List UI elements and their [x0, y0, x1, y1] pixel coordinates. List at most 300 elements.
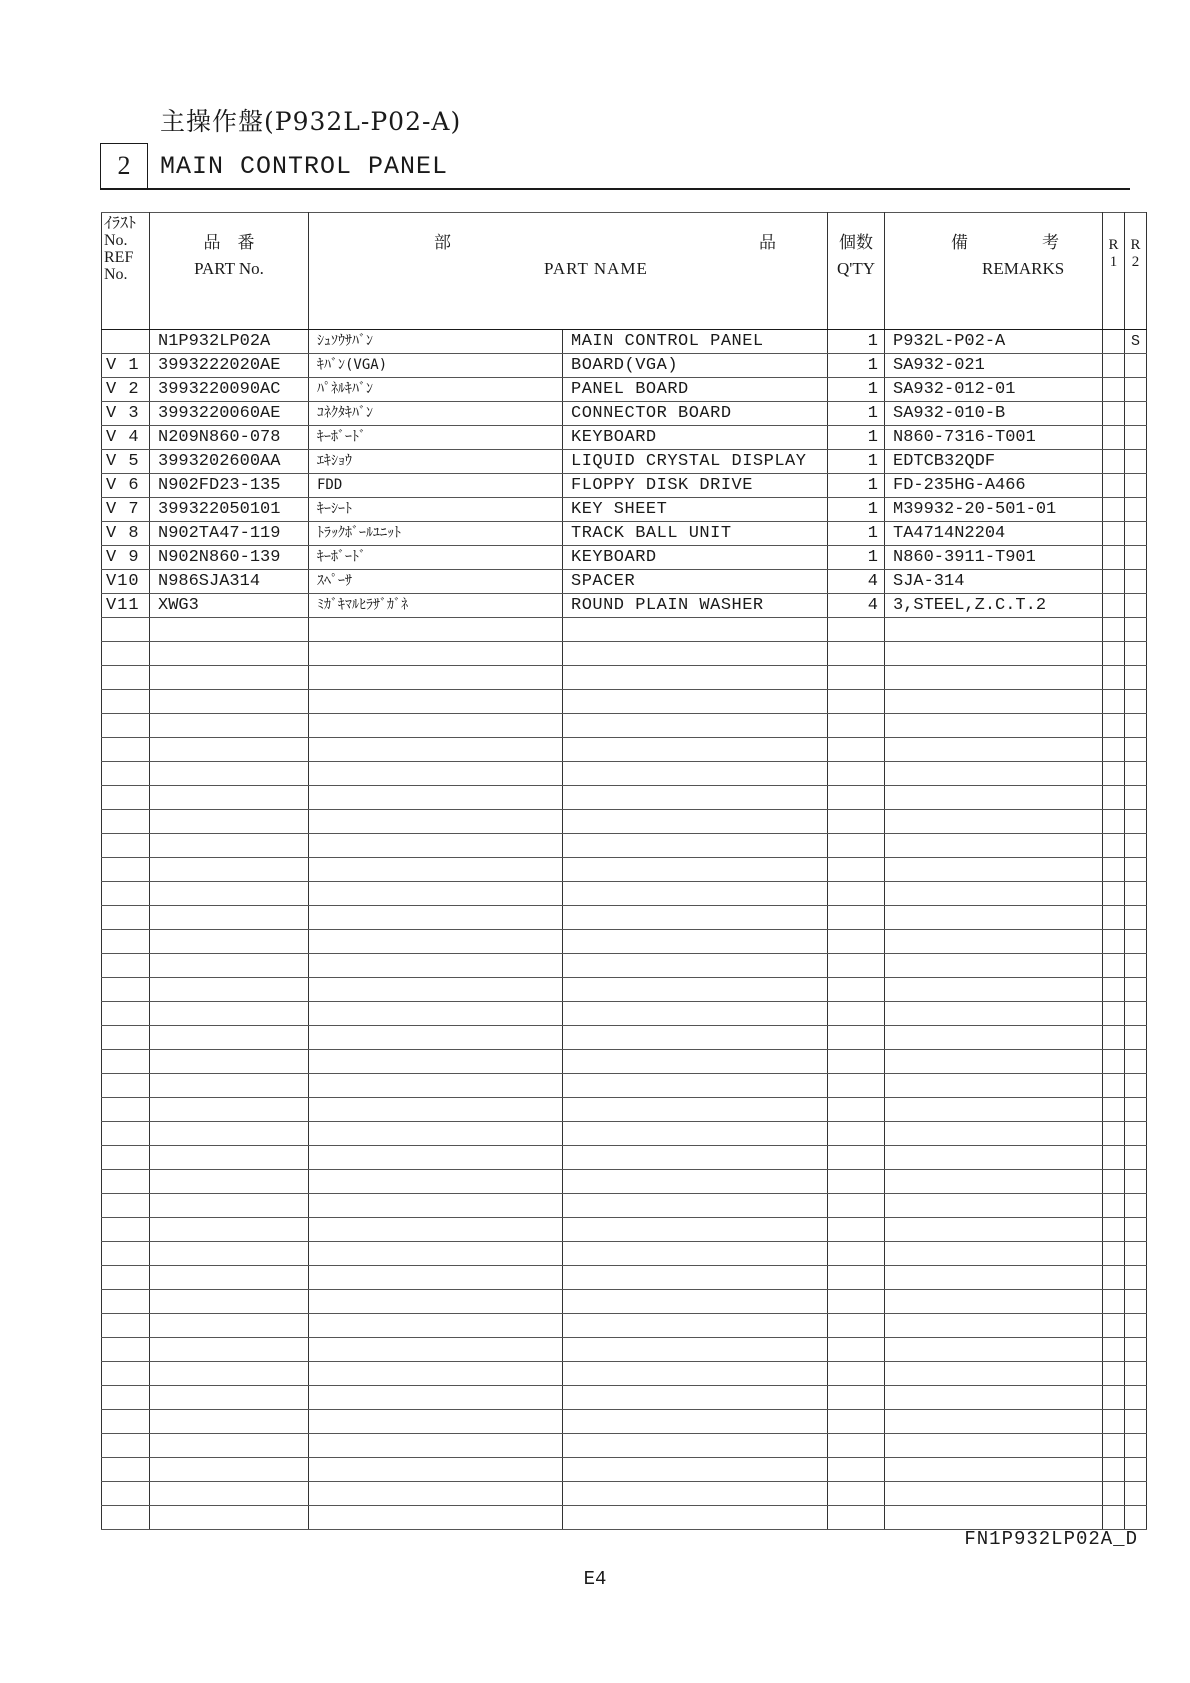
cell-qty-empty — [828, 1170, 885, 1194]
cell-ref-empty — [102, 930, 150, 954]
cell-r2-empty — [1125, 1506, 1147, 1530]
table-row — [102, 378, 1147, 402]
blank-table-row — [102, 1506, 1147, 1530]
cell-part-name-en-empty — [563, 1074, 828, 1098]
cell-r2-empty — [1125, 738, 1147, 762]
blank-table-row — [102, 1170, 1147, 1194]
cell-ref-empty — [102, 1266, 150, 1290]
cell-qty: 1 — [828, 546, 885, 570]
cell-ref-empty — [102, 1314, 150, 1338]
cell-r2-empty — [1125, 1170, 1147, 1194]
cell-part-name-en-empty — [563, 1098, 828, 1122]
cell-part-name-jp-empty — [309, 1362, 563, 1386]
cell-remarks-empty — [885, 1458, 1103, 1482]
cell-remarks-empty — [885, 1122, 1103, 1146]
cell-ref: V 1 — [102, 354, 150, 378]
cell-qty-empty — [828, 1338, 885, 1362]
cell-part-no: N209N860-078 — [150, 426, 309, 450]
cell-part-name-jp-empty — [309, 810, 563, 834]
cell-part-name-en-empty — [563, 1218, 828, 1242]
cell-r2 — [1125, 498, 1147, 522]
cell-part-name-jp: FDD — [309, 474, 563, 498]
cell-r1-empty — [1103, 1506, 1125, 1530]
blank-table-row — [102, 738, 1147, 762]
header-r1 — [1103, 213, 1125, 330]
cell-qty-empty — [828, 834, 885, 858]
cell-r2: S — [1125, 330, 1147, 354]
cell-part-name-jp-empty — [309, 1074, 563, 1098]
cell-r1 — [1103, 450, 1125, 474]
cell-ref-empty — [102, 666, 150, 690]
cell-r1-empty — [1103, 1026, 1125, 1050]
cell-r2-empty — [1125, 1074, 1147, 1098]
cell-ref-empty — [102, 738, 150, 762]
cell-r2-empty — [1125, 1362, 1147, 1386]
cell-part-name-en: FLOPPY DISK DRIVE — [563, 474, 828, 498]
cell-part-name-jp: ｽﾍﾟｰｻ — [309, 570, 563, 594]
cell-remarks-empty — [885, 1194, 1103, 1218]
cell-qty-empty — [828, 1362, 885, 1386]
cell-qty: 4 — [828, 570, 885, 594]
cell-r2-empty — [1125, 1122, 1147, 1146]
cell-remarks-empty — [885, 1386, 1103, 1410]
cell-ref-empty — [102, 762, 150, 786]
cell-ref-empty — [102, 1242, 150, 1266]
cell-qty-empty — [828, 1122, 885, 1146]
cell-part-no-empty — [150, 978, 309, 1002]
cell-r1-empty — [1103, 618, 1125, 642]
cell-part-no-empty — [150, 810, 309, 834]
cell-remarks: SA932-012-01 — [885, 378, 1103, 402]
cell-ref-empty — [102, 858, 150, 882]
cell-ref-empty — [102, 714, 150, 738]
cell-qty: 1 — [828, 522, 885, 546]
cell-ref-empty — [102, 1170, 150, 1194]
cell-part-name-jp-empty — [309, 1314, 563, 1338]
cell-part-no: 399322050101 — [150, 498, 309, 522]
cell-qty-empty — [828, 786, 885, 810]
cell-qty-empty — [828, 906, 885, 930]
cell-qty-empty — [828, 642, 885, 666]
cell-ref-empty — [102, 1290, 150, 1314]
cell-r2 — [1125, 402, 1147, 426]
cell-ref-empty — [102, 906, 150, 930]
cell-remarks: SA932-010-B — [885, 402, 1103, 426]
cell-ref: V 5 — [102, 450, 150, 474]
blank-table-row — [102, 1314, 1147, 1338]
cell-r2-empty — [1125, 858, 1147, 882]
cell-r2-empty — [1125, 786, 1147, 810]
cell-ref-empty — [102, 1410, 150, 1434]
cell-part-name-en: CONNECTOR BOARD — [563, 402, 828, 426]
cell-ref: V 8 — [102, 522, 150, 546]
cell-qty: 1 — [828, 450, 885, 474]
cell-remarks: EDTCB32QDF — [885, 450, 1103, 474]
cell-part-name-jp-empty — [309, 786, 563, 810]
cell-qty-empty — [828, 714, 885, 738]
table-row — [102, 330, 1147, 354]
cell-r2-empty — [1125, 1410, 1147, 1434]
cell-remarks: N860-3911-T901 — [885, 546, 1103, 570]
cell-qty-empty — [828, 1098, 885, 1122]
cell-r2-empty — [1125, 714, 1147, 738]
cell-r2-empty — [1125, 954, 1147, 978]
cell-ref-empty — [102, 1338, 150, 1362]
cell-r2-empty — [1125, 666, 1147, 690]
cell-r2-empty — [1125, 1218, 1147, 1242]
blank-table-row — [102, 1242, 1147, 1266]
cell-remarks-empty — [885, 1050, 1103, 1074]
header-part-no-en: PART No. — [194, 259, 264, 278]
cell-r2-empty — [1125, 978, 1147, 1002]
title-underline — [100, 188, 1130, 190]
cell-part-name-jp-empty — [309, 1050, 563, 1074]
cell-remarks-empty — [885, 1242, 1103, 1266]
cell-part-name-en: KEYBOARD — [563, 546, 828, 570]
cell-remarks-empty — [885, 906, 1103, 930]
cell-r2-empty — [1125, 1458, 1147, 1482]
cell-remarks: M39932-20-501-01 — [885, 498, 1103, 522]
cell-ref: V10 — [102, 570, 150, 594]
blank-table-row — [102, 1122, 1147, 1146]
cell-part-no-empty — [150, 762, 309, 786]
cell-part-name-jp: ﾊﾟﾈﾙｷﾊﾞﾝ — [309, 378, 563, 402]
cell-r2-empty — [1125, 1290, 1147, 1314]
blank-table-row — [102, 906, 1147, 930]
cell-part-name-jp: ｷｰｼｰﾄ — [309, 498, 563, 522]
cell-ref-empty — [102, 954, 150, 978]
cell-r1-empty — [1103, 1458, 1125, 1482]
cell-part-no: 3993220060AE — [150, 402, 309, 426]
blank-table-row — [102, 1362, 1147, 1386]
cell-ref-empty — [102, 882, 150, 906]
cell-r1-empty — [1103, 978, 1125, 1002]
cell-r1-empty — [1103, 954, 1125, 978]
cell-part-name-en-empty — [563, 738, 828, 762]
cell-remarks: N860-7316-T001 — [885, 426, 1103, 450]
cell-part-name-jp: ﾄﾗｯｸﾎﾞｰﾙﾕﾆｯﾄ — [309, 522, 563, 546]
cell-qty-empty — [828, 1506, 885, 1530]
cell-part-no-empty — [150, 1362, 309, 1386]
cell-r1 — [1103, 426, 1125, 450]
cell-r2-empty — [1125, 1098, 1147, 1122]
cell-qty-empty — [828, 1002, 885, 1026]
header-part-name-jp-1: 部 — [434, 233, 451, 252]
cell-qty-empty — [828, 858, 885, 882]
cell-part-no: N986SJA314 — [150, 570, 309, 594]
blank-table-row — [102, 882, 1147, 906]
blank-table-row — [102, 1482, 1147, 1506]
cell-part-no-empty — [150, 618, 309, 642]
cell-r1 — [1103, 354, 1125, 378]
header-part-name-jp-2: 品 — [759, 233, 776, 252]
cell-ref-empty — [102, 1362, 150, 1386]
cell-part-name-jp-empty — [309, 1290, 563, 1314]
cell-ref-empty — [102, 1218, 150, 1242]
header-r1-a: R — [1108, 237, 1119, 253]
cell-part-name-en-empty — [563, 1506, 828, 1530]
cell-r1-empty — [1103, 1194, 1125, 1218]
cell-qty-empty — [828, 1218, 885, 1242]
cell-remarks-empty — [885, 1218, 1103, 1242]
table-row — [102, 354, 1147, 378]
cell-r1 — [1103, 330, 1125, 354]
cell-r2 — [1125, 522, 1147, 546]
cell-qty-empty — [828, 762, 885, 786]
cell-r1-empty — [1103, 690, 1125, 714]
cell-part-name-en-empty — [563, 1266, 828, 1290]
cell-part-name-en-empty — [563, 666, 828, 690]
cell-part-no: 3993222020AE — [150, 354, 309, 378]
blank-table-row — [102, 930, 1147, 954]
parts-list-table — [101, 212, 1147, 1530]
cell-remarks-empty — [885, 714, 1103, 738]
blank-table-row — [102, 1338, 1147, 1362]
blank-table-row — [102, 786, 1147, 810]
cell-part-no-empty — [150, 1458, 309, 1482]
document-code: FN1P932LP02A_D — [964, 1528, 1138, 1550]
cell-part-name-jp-empty — [309, 1410, 563, 1434]
cell-part-name-jp: ｺﾈｸﾀｷﾊﾞﾝ — [309, 402, 563, 426]
cell-part-name-en: LIQUID CRYSTAL DISPLAY — [563, 450, 828, 474]
table-row — [102, 522, 1147, 546]
cell-r1-empty — [1103, 762, 1125, 786]
page-title-english: MAIN CONTROL PANEL — [160, 152, 449, 181]
cell-r1-empty — [1103, 1386, 1125, 1410]
cell-qty-empty — [828, 1146, 885, 1170]
cell-ref-empty — [102, 978, 150, 1002]
cell-part-no: N902TA47-119 — [150, 522, 309, 546]
cell-remarks-empty — [885, 1362, 1103, 1386]
cell-qty-empty — [828, 1410, 885, 1434]
cell-ref: V 7 — [102, 498, 150, 522]
cell-part-no-empty — [150, 1482, 309, 1506]
cell-part-name-jp-empty — [309, 954, 563, 978]
cell-ref-empty — [102, 618, 150, 642]
cell-r2 — [1125, 570, 1147, 594]
blank-table-row — [102, 1050, 1147, 1074]
cell-part-name-jp-empty — [309, 1098, 563, 1122]
cell-part-name-jp-empty — [309, 1386, 563, 1410]
cell-part-name-jp-empty — [309, 978, 563, 1002]
cell-r1-empty — [1103, 1122, 1125, 1146]
cell-r1 — [1103, 570, 1125, 594]
cell-remarks-empty — [885, 666, 1103, 690]
cell-remarks-empty — [885, 642, 1103, 666]
cell-r2-empty — [1125, 882, 1147, 906]
cell-r1-empty — [1103, 1170, 1125, 1194]
cell-remarks: 3,STEEL,Z.C.T.2 — [885, 594, 1103, 618]
cell-part-no: 3993202600AA — [150, 450, 309, 474]
cell-part-name-jp-empty — [309, 1482, 563, 1506]
cell-remarks-empty — [885, 1506, 1103, 1530]
cell-r2-empty — [1125, 1002, 1147, 1026]
cell-part-name-jp-empty — [309, 1026, 563, 1050]
cell-r2 — [1125, 594, 1147, 618]
cell-r1-empty — [1103, 906, 1125, 930]
header-qty-jp: 個数 — [839, 233, 873, 252]
cell-part-no-empty — [150, 1410, 309, 1434]
cell-part-name-en-empty — [563, 1482, 828, 1506]
cell-r2-empty — [1125, 642, 1147, 666]
cell-r2-empty — [1125, 1266, 1147, 1290]
cell-part-name-en-empty — [563, 1386, 828, 1410]
cell-r1-empty — [1103, 834, 1125, 858]
cell-ref-empty — [102, 1122, 150, 1146]
header-part-no — [150, 213, 309, 330]
cell-r1 — [1103, 498, 1125, 522]
cell-r1-empty — [1103, 930, 1125, 954]
parts-table-body — [102, 330, 1147, 1530]
section-number-box: 2 — [100, 143, 148, 189]
cell-r2-empty — [1125, 1434, 1147, 1458]
cell-r1-empty — [1103, 1242, 1125, 1266]
cell-r1 — [1103, 474, 1125, 498]
cell-part-no: N1P932LP02A — [150, 330, 309, 354]
blank-table-row — [102, 834, 1147, 858]
cell-part-name-jp: ｷｰﾎﾞｰﾄﾞ — [309, 546, 563, 570]
cell-qty-empty — [828, 738, 885, 762]
cell-ref-empty — [102, 1026, 150, 1050]
cell-ref-empty — [102, 1098, 150, 1122]
header-r2 — [1125, 213, 1147, 330]
blank-table-row — [102, 1410, 1147, 1434]
blank-table-row — [102, 1434, 1147, 1458]
cell-part-no-empty — [150, 834, 309, 858]
cell-ref-empty — [102, 1434, 150, 1458]
cell-ref: V11 — [102, 594, 150, 618]
cell-part-name-jp-empty — [309, 762, 563, 786]
cell-part-name-en-empty — [563, 786, 828, 810]
cell-r2-empty — [1125, 1482, 1147, 1506]
cell-remarks-empty — [885, 1434, 1103, 1458]
blank-table-row — [102, 618, 1147, 642]
cell-ref: V 2 — [102, 378, 150, 402]
cell-part-no-empty — [150, 786, 309, 810]
cell-ref-empty — [102, 1050, 150, 1074]
cell-remarks-empty — [885, 1170, 1103, 1194]
cell-r1-empty — [1103, 1146, 1125, 1170]
cell-r2-empty — [1125, 930, 1147, 954]
cell-part-name-jp-empty — [309, 1506, 563, 1530]
cell-part-name-en: SPACER — [563, 570, 828, 594]
header-qty-en: Q'TY — [836, 259, 875, 278]
cell-qty-empty — [828, 882, 885, 906]
cell-ref-empty — [102, 1458, 150, 1482]
cell-part-name-jp-empty — [309, 714, 563, 738]
cell-r1-empty — [1103, 810, 1125, 834]
cell-part-name-en-empty — [563, 1362, 828, 1386]
blank-table-row — [102, 1290, 1147, 1314]
cell-part-no-empty — [150, 858, 309, 882]
cell-part-name-en-empty — [563, 690, 828, 714]
cell-remarks: SJA-314 — [885, 570, 1103, 594]
cell-r1 — [1103, 402, 1125, 426]
cell-r1-empty — [1103, 714, 1125, 738]
cell-part-no-empty — [150, 1194, 309, 1218]
cell-part-name-en-empty — [563, 1434, 828, 1458]
header-part-no-jp: 品 番 — [203, 233, 255, 252]
cell-remarks: FD-235HG-A466 — [885, 474, 1103, 498]
cell-qty-empty — [828, 1290, 885, 1314]
cell-remarks-empty — [885, 738, 1103, 762]
cell-remarks-empty — [885, 762, 1103, 786]
cell-r2-empty — [1125, 762, 1147, 786]
cell-part-name-en: KEYBOARD — [563, 426, 828, 450]
cell-remarks-empty — [885, 1026, 1103, 1050]
cell-part-name-jp: ｷｰﾎﾞｰﾄﾞ — [309, 426, 563, 450]
cell-part-name-en-empty — [563, 810, 828, 834]
cell-part-name-en-empty — [563, 618, 828, 642]
cell-r1-empty — [1103, 1434, 1125, 1458]
cell-r1-empty — [1103, 1410, 1125, 1434]
cell-ref: V 6 — [102, 474, 150, 498]
cell-part-name-en-empty — [563, 882, 828, 906]
cell-remarks-empty — [885, 1074, 1103, 1098]
cell-part-no-empty — [150, 1026, 309, 1050]
blank-table-row — [102, 978, 1147, 1002]
cell-remarks-empty — [885, 786, 1103, 810]
cell-r1 — [1103, 546, 1125, 570]
cell-ref-empty — [102, 642, 150, 666]
blank-table-row — [102, 1386, 1147, 1410]
cell-qty: 1 — [828, 378, 885, 402]
cell-r1-empty — [1103, 1050, 1125, 1074]
cell-part-no-empty — [150, 1314, 309, 1338]
cell-r2 — [1125, 426, 1147, 450]
cell-remarks-empty — [885, 882, 1103, 906]
cell-part-name-jp-empty — [309, 858, 563, 882]
cell-part-name-jp-empty — [309, 1434, 563, 1458]
cell-part-name-en-empty — [563, 1458, 828, 1482]
header-r2-b: 2 — [1131, 254, 1140, 270]
cell-qty-empty — [828, 618, 885, 642]
cell-qty-empty — [828, 954, 885, 978]
blank-table-row — [102, 1218, 1147, 1242]
blank-table-row — [102, 1026, 1147, 1050]
cell-ref-empty — [102, 810, 150, 834]
blank-table-row — [102, 1098, 1147, 1122]
cell-part-name-jp-empty — [309, 1458, 563, 1482]
cell-r1 — [1103, 378, 1125, 402]
header-remarks-jp-1: 備 — [951, 233, 968, 252]
cell-ref-empty — [102, 1002, 150, 1026]
cell-part-no-empty — [150, 1506, 309, 1530]
cell-part-name-jp-empty — [309, 666, 563, 690]
cell-ref-empty — [102, 1506, 150, 1530]
cell-r1-empty — [1103, 882, 1125, 906]
cell-ref-empty — [102, 1074, 150, 1098]
cell-part-no-empty — [150, 1266, 309, 1290]
table-row — [102, 498, 1147, 522]
header-ref-no-label-2: No. — [104, 266, 128, 283]
cell-qty-empty — [828, 1314, 885, 1338]
cell-part-name-en: TRACK BALL UNIT — [563, 522, 828, 546]
cell-part-no-empty — [150, 1098, 309, 1122]
header-r2-a: R — [1130, 237, 1141, 253]
cell-r2-empty — [1125, 618, 1147, 642]
header-r1-b: 1 — [1109, 254, 1118, 270]
blank-table-row — [102, 858, 1147, 882]
cell-qty-empty — [828, 1074, 885, 1098]
header-remarks-en: REMARKS — [982, 259, 1065, 278]
cell-ref: V 9 — [102, 546, 150, 570]
cell-ref — [102, 330, 150, 354]
cell-qty-empty — [828, 1266, 885, 1290]
cell-r1 — [1103, 522, 1125, 546]
table-row — [102, 426, 1147, 450]
cell-part-no: N902N860-139 — [150, 546, 309, 570]
